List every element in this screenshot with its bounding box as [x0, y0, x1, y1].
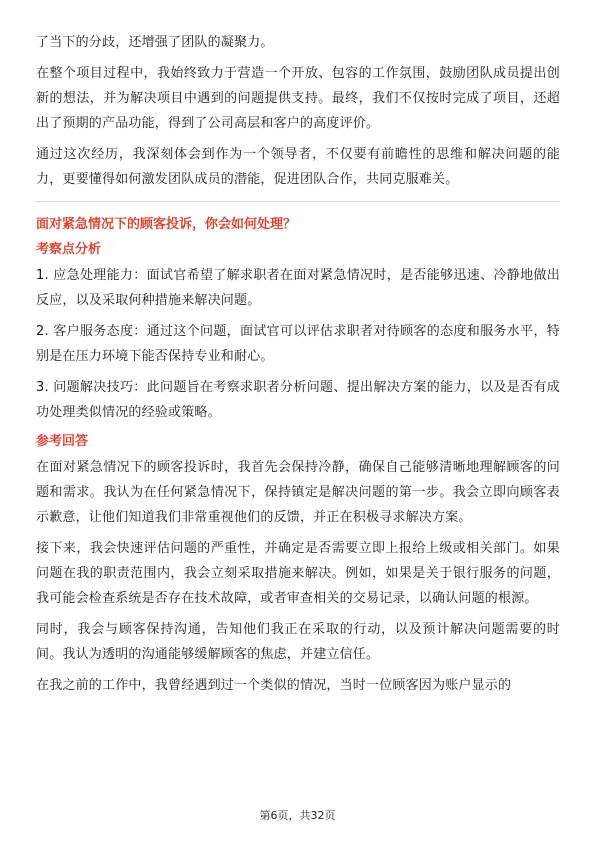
- page-number: 第6页，共32页: [259, 809, 336, 822]
- analysis-point: 2. 客户服务态度：通过这个问题，面试官可以评估求职者对待顾客的态度和服务水平，特别是在压力环境下能否保持专业和耐心。: [36, 324, 560, 364]
- analysis-heading: 考察点分析: [36, 242, 102, 257]
- answer-paragraph: 同时，我会与顾客保持沟通，告知他们我正在采取的行动，以及预计解决问题需要的时间。我认为透明的沟通能够缓解顾客的焦虑，并建立信任。: [36, 622, 560, 662]
- answer-paragraph: 接下来，我会快速评估问题的严重性，并确定是否需要立即上报给上级或相关部门。如果问题在我的职责范围内，我会立刻采取措施来解决。例如，如果是关于银行服务的问题，我可能会检查系统是否存在技术故障，或者审查相关的交易记录，以确认问题的根源。: [36, 541, 560, 606]
- analysis-point: 3. 问题解决技巧：此问题旨在考察求职者分析问题、提出解决方案的能力，以及是否有成功处理类似情况的经验或策略。: [36, 380, 560, 420]
- intro-paragraph: 了当下的分歧，还增强了团队的凝聚力。: [36, 35, 274, 50]
- page-content: [36, 30, 560, 704]
- intro-paragraph: 在整个项目过程中，我始终致力于营造一个开放、包容的工作氛围，鼓励团队成员提出创新的想法，并为解决项目中遇到的问题提供支持。最终，我们不仅按时完成了项目，还超出了预期的产品功能，得到了公司高层和客户的高度评价。: [36, 66, 560, 131]
- analysis-point: 1. 应急处理能力：面试官希望了解求职者在面对紧急情况时，是否能够迅速、冷静地做出反应，以及采取何种措施来解决问题。: [36, 268, 560, 308]
- answer-paragraph: 在面对紧急情况下的顾客投诉时，我首先会保持冷静，确保自己能够清晰地理解顾客的问题和需求。我认为在任何紧急情况下，保持镇定是解决问题的第一步。我会立即向顾客表示歉意，让他们知道我们非常重视他们的反馈，并正在积极寻求解决方案。: [36, 460, 560, 525]
- answer-heading: 参考回答: [36, 434, 89, 449]
- answer-paragraph: 在我之前的工作中，我曾经遇到过一个类似的情况，当时一位顾客因为账户显示的: [36, 678, 512, 693]
- question-title: 面对紧急情况下的顾客投诉，你会如何处理？: [36, 217, 297, 232]
- intro-paragraph: 通过这次经历，我深刻体会到作为一个领导者，不仅要有前瞻性的思维和解决问题的能力，更要懂得如何激发团队成员的潜能，促进团队合作，共同克服难关。: [36, 147, 560, 187]
- section-divider: [36, 201, 560, 202]
